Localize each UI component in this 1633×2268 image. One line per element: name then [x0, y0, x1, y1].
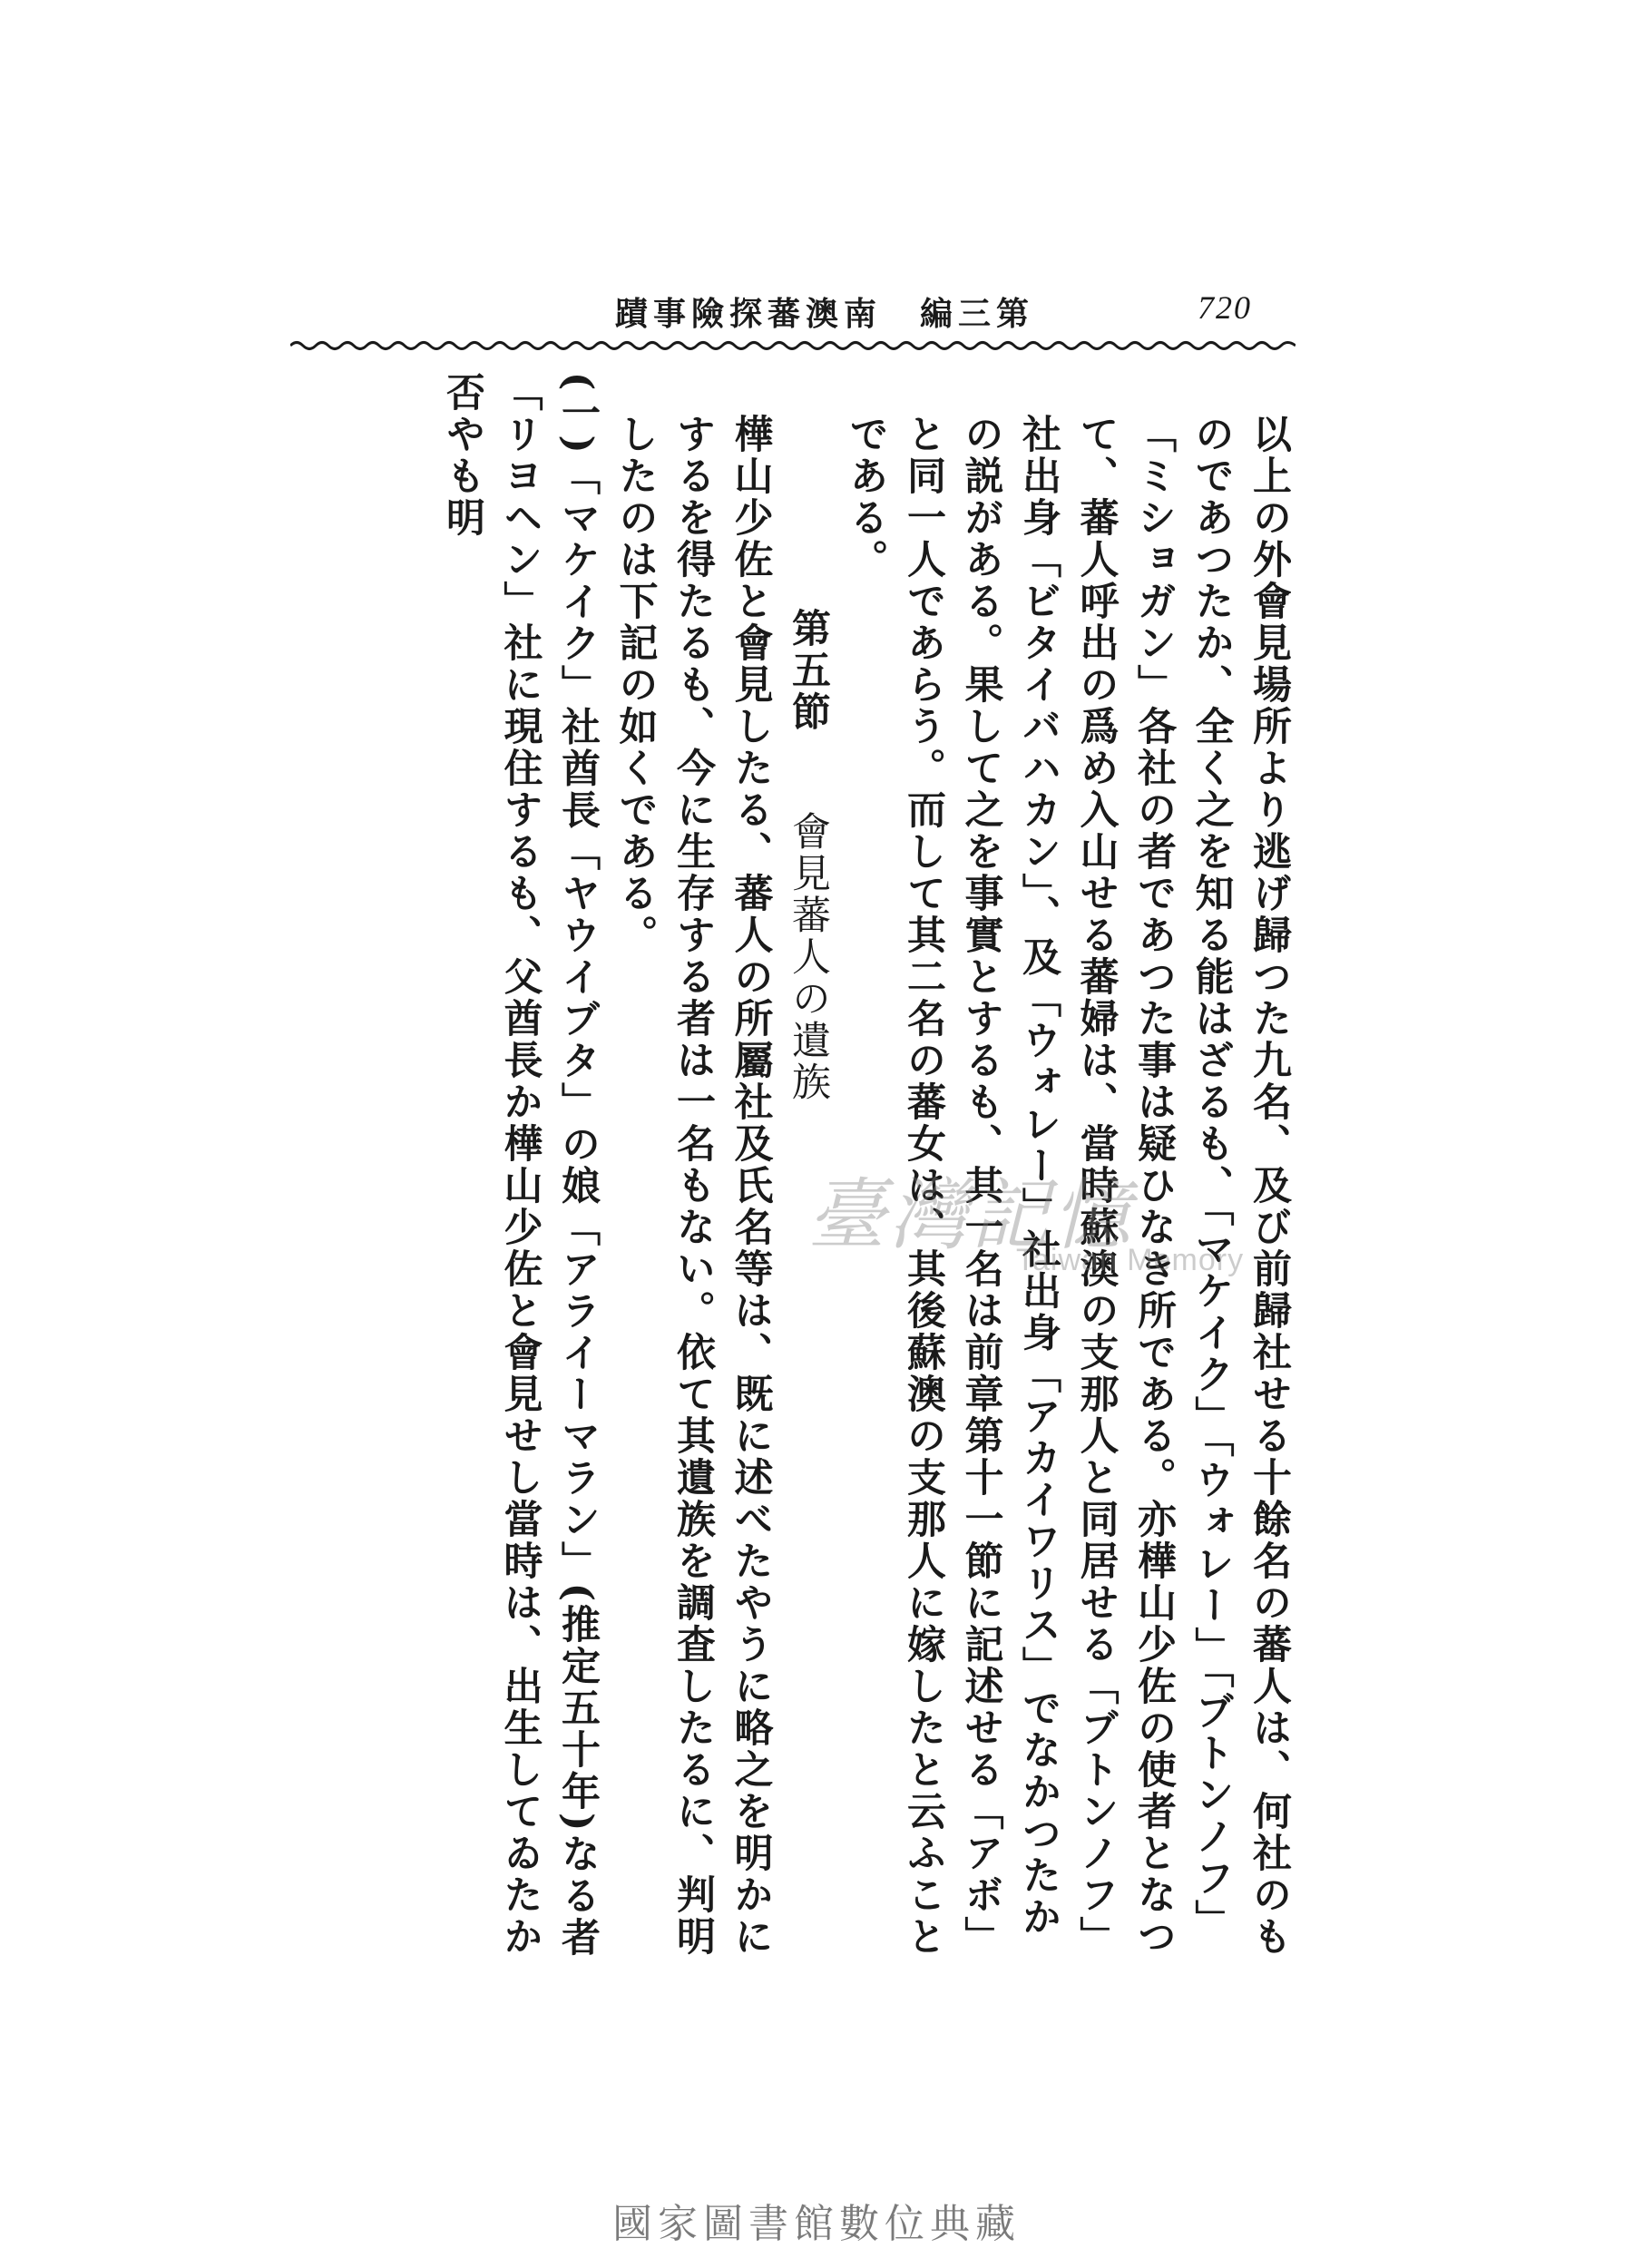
section-heading	[779, 372, 837, 1960]
watermark-english: Taiwan Memory	[1016, 1243, 1245, 1277]
section-number: 第五節	[786, 608, 831, 733]
paragraph-1: 以上の外會見場所より逃げ歸つた九名、及び前歸社せる十餘名の蕃人は、何社のものであつたか、全く之を知る能はざるも、「マケイク」「ウォレー」「ブトンノフ」「ミショガン」各社の者であつた事は疑ひなき所である。亦樺山少佐の使者となつて、蕃人呼出の爲め入山せる蕃婦は、當時蘇澳の支那人と同居せる「ブトンノフ」社出身「ビタイバハカン」、及「ウォレー」社出身「アカイワリス」でなかつたかの説がある。果して之を事實とするも、其一名は前章第十一節に記述せる「アボ」と同一人であらう。而して其二名の蕃女は、其後蘇澳の支那人に嫁したと云ふことである。	[843, 414, 1292, 1958]
page-number: 720	[1198, 289, 1252, 326]
footer-collection-label: 國家圖書館數位典藏	[612, 2201, 1021, 2247]
body-text	[272, 372, 1297, 1960]
paragraph-2: 樺山少佐と會見したる、蕃人の所屬社及氏名等は、既に述べたやうに略之を明かにするを得たるも、今に生存する者は一名もない。依て其遺族を調査したるに、判明したのは下記の如くである。	[612, 414, 774, 1958]
section-title: 會見蕃人の遺族	[786, 811, 831, 1103]
running-title: 第三編 南澳蕃探險事蹟	[614, 295, 1034, 333]
watermark-chinese: 臺灣記憶	[807, 1170, 1134, 1261]
header-wavy-rule	[290, 337, 1296, 354]
list-item-1: (一)「マケイク」社酋長「ヤウイブタ」の娘「アライーマラン」(推定五十年)なる者「リヨヘン」社に現住するも、父酋長か樺山少佐と會見せし當時は、出生してゐたか否やも明	[440, 372, 601, 1960]
